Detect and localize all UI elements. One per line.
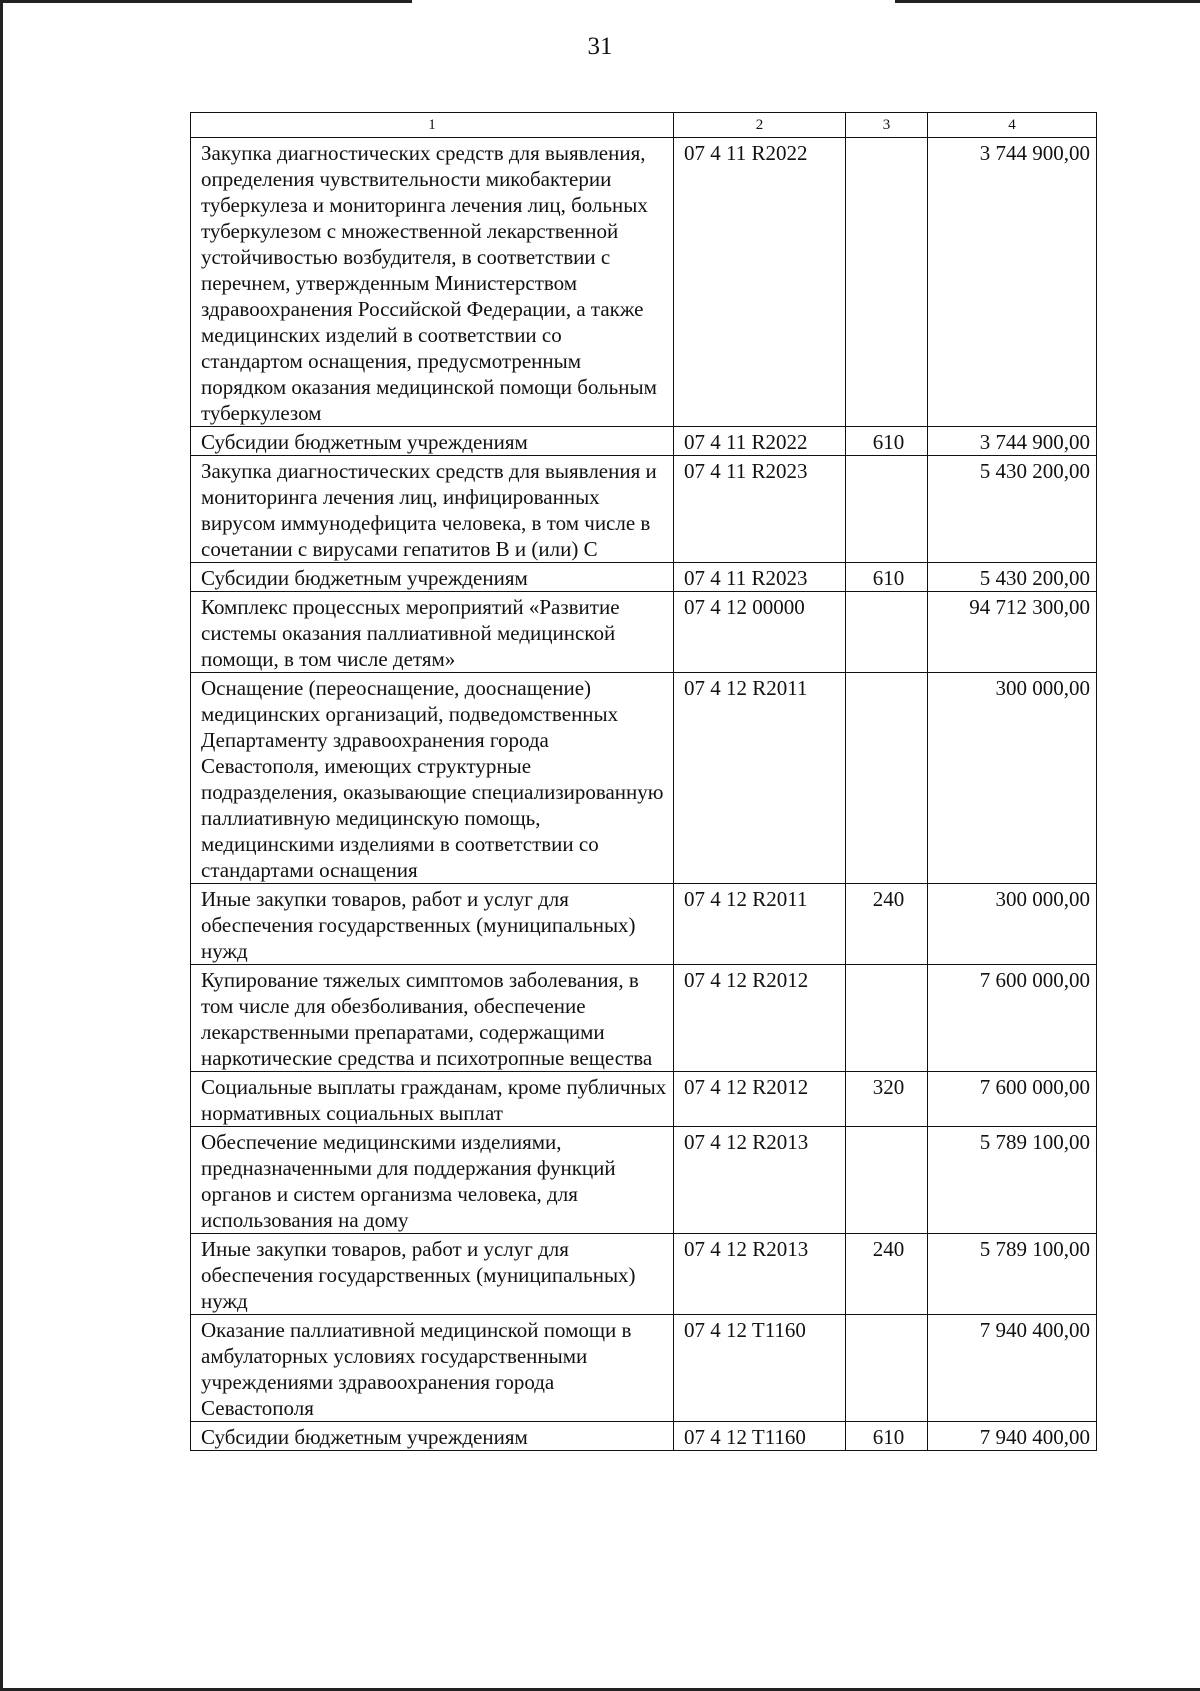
row-amount: 300 000,00 (928, 884, 1097, 965)
budget-table (190, 112, 1097, 1451)
table-row (191, 884, 1097, 965)
column-header-3: 3 (846, 113, 928, 138)
table-row (191, 563, 1097, 592)
table-row (191, 1234, 1097, 1315)
row-amount: 300 000,00 (928, 673, 1097, 884)
table-row (191, 673, 1097, 884)
row-code: 07 4 11 R2023 (674, 456, 846, 563)
row-name: Закупка диагностических средств для выявления, определения чувствительности микобактерии туберкулеза и мониторинга лечения лиц, больных туберкулезом с множественной лекарственной устойчивостью возбудителя, в соответствии с перечнем, утвержденным Министерством здравоохранения Российской Федерации, а также медицинских изделий в соответствии со стандартом оснащения, предусмотренным порядком оказания медицинской помощи больным туберкулезом (191, 138, 674, 427)
row-code: 07 4 12 T1160 (674, 1315, 846, 1422)
row-amount: 94 712 300,00 (928, 592, 1097, 673)
row-amount: 3 744 900,00 (928, 138, 1097, 427)
row-code: 07 4 12 R2013 (674, 1234, 846, 1315)
row-type (846, 592, 928, 673)
header-row (191, 113, 1097, 138)
row-name: Субсидии бюджетным учреждениям (191, 427, 674, 456)
row-name: Субсидии бюджетным учреждениям (191, 1422, 674, 1451)
row-amount: 7 600 000,00 (928, 965, 1097, 1072)
row-code: 07 4 11 R2022 (674, 138, 846, 427)
row-name: Субсидии бюджетным учреждениям (191, 563, 674, 592)
scan-edge-top-left (0, 0, 412, 3)
row-code: 07 4 12 R2011 (674, 884, 846, 965)
table-row (191, 1127, 1097, 1234)
row-type: 240 (846, 1234, 928, 1315)
row-name: Оснащение (переоснащение, дооснащение) медицинских организаций, подведомственных Департаменту здравоохранения города Севастополя, имеющих структурные подразделения, оказывающие специализированную паллиативную медицинскую помощь, медицинскими изделиями в соответствии со стандартами оснащения (191, 673, 674, 884)
row-amount: 7 940 400,00 (928, 1422, 1097, 1451)
row-code: 07 4 12 T1160 (674, 1422, 846, 1451)
row-type (846, 138, 928, 427)
row-code: 07 4 12 R2013 (674, 1127, 846, 1234)
row-name: Купирование тяжелых симптомов заболевания, в том числе для обезболивания, обеспечение лекарственными препаратами, содержащими наркотические средства и психотропные вещества (191, 965, 674, 1072)
row-name: Комплекс процессных мероприятий «Развитие системы оказания паллиативной медицинской помощи, в том числе детям» (191, 592, 674, 673)
scan-edge-top-right (895, 0, 1200, 3)
row-name: Обеспечение медицинскими изделиями, предназначенными для поддержания функций органов и систем организма человека, для использования на дому (191, 1127, 674, 1234)
row-code: 07 4 11 R2022 (674, 427, 846, 456)
row-code: 07 4 12 00000 (674, 592, 846, 673)
row-code: 07 4 12 R2011 (674, 673, 846, 884)
row-type: 610 (846, 563, 928, 592)
row-name: Иные закупки товаров, работ и услуг для обеспечения государственных (муниципальных) нужд (191, 884, 674, 965)
table-row (191, 138, 1097, 427)
row-amount: 7 940 400,00 (928, 1315, 1097, 1422)
table-row (191, 1315, 1097, 1422)
row-name: Оказание паллиативной медицинской помощи в амбулаторных условиях государственными учреждениями здравоохранения города Севастополя (191, 1315, 674, 1422)
column-header-2: 2 (674, 113, 846, 138)
row-amount: 5 430 200,00 (928, 563, 1097, 592)
row-type (846, 1315, 928, 1422)
row-type (846, 456, 928, 563)
row-type: 610 (846, 1422, 928, 1451)
row-type: 320 (846, 1072, 928, 1127)
page-number: 31 (587, 33, 613, 60)
column-header-4: 4 (928, 113, 1097, 138)
row-amount: 7 600 000,00 (928, 1072, 1097, 1127)
row-name: Иные закупки товаров, работ и услуг для обеспечения государственных (муниципальных) нужд (191, 1234, 674, 1315)
row-type: 240 (846, 884, 928, 965)
row-amount: 5 789 100,00 (928, 1127, 1097, 1234)
row-type (846, 1127, 928, 1234)
column-header-1: 1 (191, 113, 674, 138)
table-row (191, 592, 1097, 673)
table-row (191, 1072, 1097, 1127)
table-row (191, 965, 1097, 1072)
row-name: Закупка диагностических средств для выявления и мониторинга лечения лиц, инфицированных вирусом иммунодефицита человека, в том числе в сочетании с вирусами гепатитов B и (или) C (191, 456, 674, 563)
row-type (846, 673, 928, 884)
table-row (191, 427, 1097, 456)
row-code: 07 4 12 R2012 (674, 965, 846, 1072)
row-type: 610 (846, 427, 928, 456)
row-code: 07 4 11 R2023 (674, 563, 846, 592)
table-row (191, 1422, 1097, 1451)
row-amount: 5 430 200,00 (928, 456, 1097, 563)
row-amount: 5 789 100,00 (928, 1234, 1097, 1315)
row-code: 07 4 12 R2012 (674, 1072, 846, 1127)
row-amount: 3 744 900,00 (928, 427, 1097, 456)
table-row (191, 456, 1097, 563)
row-name: Социальные выплаты гражданам, кроме публичных нормативных социальных выплат (191, 1072, 674, 1127)
row-type (846, 965, 928, 1072)
